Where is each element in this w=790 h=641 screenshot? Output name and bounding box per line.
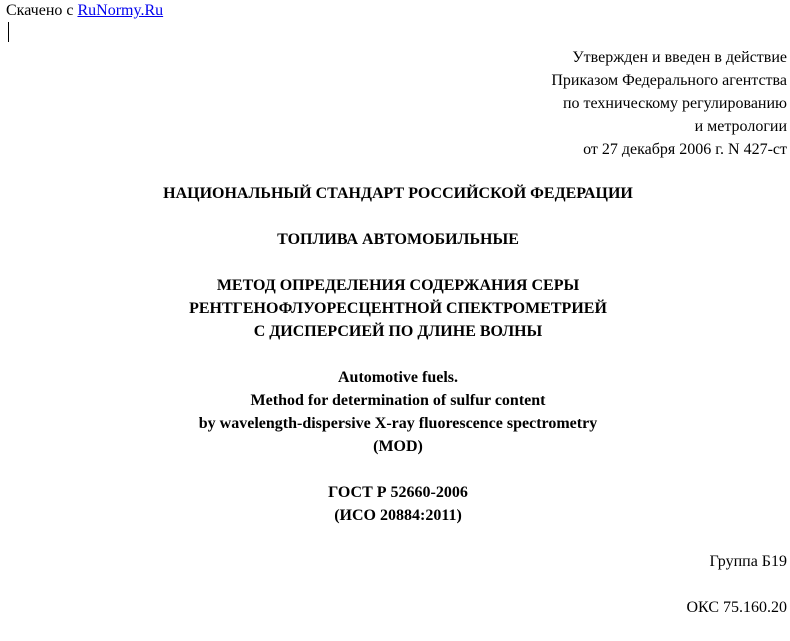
method-title-ru-line: С ДИСПЕРСИЕЙ ПО ДЛИНЕ ВОЛНЫ (253, 323, 543, 340)
oks-code: ОКС 75.160.20 (686, 599, 787, 616)
approval-block (551, 46, 787, 161)
gost-designation (0, 481, 790, 527)
method-title-ru-line: МЕТОД ОПРЕДЕЛЕНИЯ СОДЕРЖАНИЯ СЕРЫ (216, 277, 580, 294)
document-subject: ТОПЛИВА АВТОМОБИЛЬНЫЕ (277, 231, 519, 248)
gost-number: ГОСТ Р 52660-2006 (328, 484, 468, 501)
approval-line: и метрологии (694, 118, 787, 135)
method-title-en-line: (MOD) (373, 438, 423, 455)
classification-group: Группа Б19 (709, 553, 787, 570)
text-cursor (8, 22, 9, 42)
source-prefix: Скачено с (6, 2, 78, 19)
approval-line: по техническому регулированию (562, 95, 787, 112)
approval-line: Утвержден и введен в действие (572, 49, 787, 66)
approval-line: Приказом Федерального агентства (551, 72, 787, 89)
method-title-en-line: Automotive fuels. (338, 369, 458, 386)
source-link[interactable]: RuNormy.Ru (77, 2, 164, 19)
method-title-en (0, 366, 790, 458)
standard-title: НАЦИОНАЛЬНЫЙ СТАНДАРТ РОССИЙСКОЙ ФЕДЕРАЦИИ (163, 185, 633, 202)
method-title-en-line: by wavelength-dispersive X-ray fluorescence spectrometry (198, 415, 598, 432)
method-title-en-line: Method for determination of sulfur content (250, 392, 546, 409)
method-title-ru (0, 274, 790, 343)
method-title-ru-line: РЕНТГЕНОФЛУОРЕСЦЕНТНОЙ СПЕКТРОМЕТРИЕЙ (189, 300, 607, 317)
source-line (6, 2, 163, 20)
iso-reference: (ИСО 20884:2011) (334, 507, 462, 524)
approval-line: от 27 декабря 2006 г. N 427-ст (583, 141, 787, 158)
